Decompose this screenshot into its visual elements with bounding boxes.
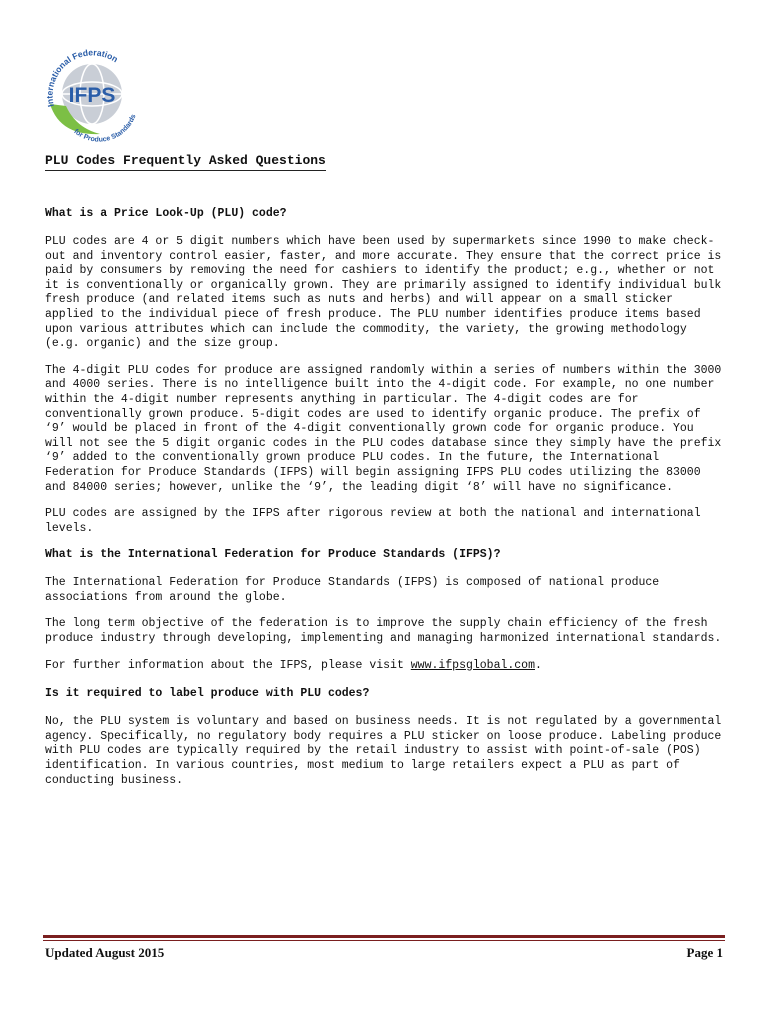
logo-arc-top: International Federation — [44, 47, 120, 108]
ifps-website-link[interactable]: www.ifpsglobal.com — [410, 658, 535, 672]
faq-question-plu-code: What is a Price Look-Up (PLU) code? — [45, 207, 287, 220]
further-info-suffix: . — [535, 658, 542, 672]
further-info-line — [45, 659, 725, 674]
page-title: PLU Codes Frequently Asked Questions — [45, 153, 326, 171]
footer-updated-date: Updated August 2015 — [45, 945, 165, 960]
faq-question-labeling: Is it required to label produce with PLU codes? — [45, 687, 370, 701]
document-body — [45, 151, 725, 788]
faq-answer-paragraph: The long term objective of the federation is to improve the supply chain efficiency of the fresh produce industry through developing, implementing and managing harmonized international standards. — [45, 617, 722, 646]
faq-answer-paragraph: The International Federation for Produce Standards (IFPS) is composed of national produce associations from around the globe. — [45, 576, 660, 604]
footer-page-number: Page 1 — [686, 945, 723, 960]
faq-question-ifps: What is the International Federation for Produce Standards (IFPS)? — [45, 548, 501, 562]
faq-answer-paragraph: No, the PLU system is voluntary and based on business needs. It is not regulated by a governmental agency. Specifically, no regulatory body requires a PLU sticker on loose produce. Labeling produce with PLU codes are typically required by the retail industry to assist with point-of-sale (POS) identification. In various countries, most medium to large retailers expect a PLU as part of conducting business. — [45, 715, 722, 787]
further-info-text: For further information about the IFPS, please visit — [45, 658, 411, 672]
faq-answer-paragraph: PLU codes are assigned by the IFPS after rigorous review at both the national and international levels. — [45, 507, 701, 535]
faq-answer-paragraph: The 4-digit PLU codes for produce are assigned randomly within a series of numbers within the 3000 and 4000 series. There is no intelligence built into the 4-digit code. For example, no one number within the 4-digit number represents anything in particular. The 4-digit codes are for conventionally grown produce. 5-digit codes are used to identify organic produce. The prefix of ‘9’ would be placed in front of the 4-digit conventionally grown code for organic produce. You will not see the 5 digit organic codes in the PLU codes database since they simply have the prefix ‘9’ added to the conventionally grown produce PLU codes. In the future, the International Federation for Produce Standards (IFPS) will begin assigning IFPS PLU codes utilizing the 83000 and 84000 series; however, unlike the ‘9’, the leading digit ‘8’ will have no significance. — [45, 363, 722, 494]
footer-rule-thick — [43, 935, 725, 938]
faq-answer-paragraph: PLU codes are 4 or 5 digit numbers which have been used by supermarkets since 1990 to make check-out and inventory control easier, faster, and more accurate. They ensure that the correct price is paid by consumers by removing the need for cashiers to identify the product; e.g., whether or not it is conventionally or organically grown. They are primarily assigned to identify individual bulk fresh produce (and related items such as nuts and herbs) and will appear on a small sticker applied to the individual piece of fresh produce. The PLU number identifies produce items based upon various attributes which can include the commodity, the variety, the growing methodology (e.g. organic) and the size group. — [45, 235, 722, 351]
logo-acronym: IFPS — [68, 84, 116, 107]
logo-arc-bottom: for Produce Standards — [72, 113, 138, 142]
ifps-logo — [40, 44, 144, 142]
footer-rule-thin — [43, 940, 725, 941]
